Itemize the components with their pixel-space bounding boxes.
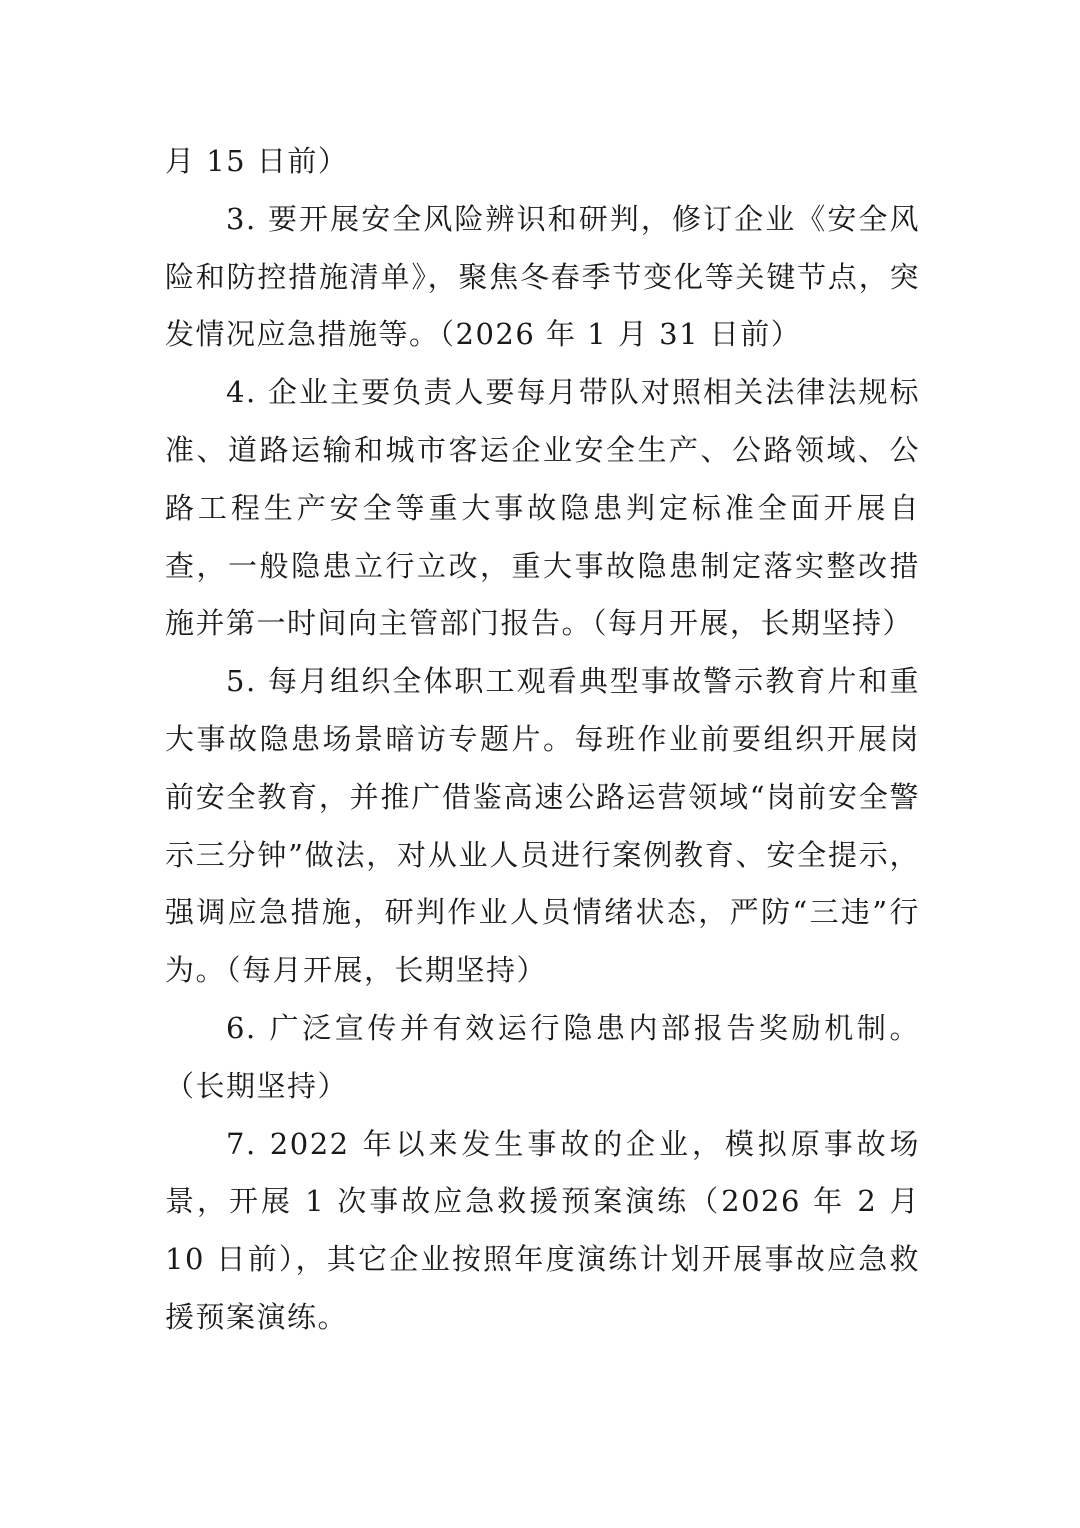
paragraph-item-7: 7. 2022 年以来发生事故的企业，模拟原事故场景，开展 1 次事故应急救援预案演练（2026 年 2 月 10 日前），其它企业按照年度演练计划开展事故应急救援预案演练。 <box>165 1126 920 1334</box>
paragraph-item-4: 4. 企业主要负责人要每月带队对照相关法律法规标准、道路运输和城市客运企业安全生产、公路领域、公路工程生产安全等重大事故隐患判定标准全面开展自查，一般隐患立行立改，重大事故隐患制定落实整改措施并第一时间向主管部门报告。（每月开展，长期坚持） <box>165 375 920 641</box>
paragraph-continuation: 月 15 日前） <box>165 144 349 178</box>
paragraph-item-5: 5. 每月组织全体职工观看典型事故警示教育片和重大事故隐患场景暗访专题片。每班作业前要组织开展岗前安全教育，并推广借鉴高速公路运营领域“岗前安全警示三分钟”做法，对从业人员进行案例教育、安全提示，强调应急措施，研判作业人员情绪状态，严防“三违”行为。（每月开展，长期坚持） <box>165 664 920 988</box>
document-body <box>165 133 920 1347</box>
paragraph-item-3: 3. 要开展安全风险辨识和研判，修订企业《安全风险和防控措施清单》，聚焦冬春季节变化等关键节点，突发情况应急措施等。（2026 年 1 月 31 日前） <box>165 201 920 352</box>
paragraph-item-6: 6. 广泛宣传并有效运行隐患内部报告奖励机制。（长期坚持） <box>165 1010 920 1103</box>
